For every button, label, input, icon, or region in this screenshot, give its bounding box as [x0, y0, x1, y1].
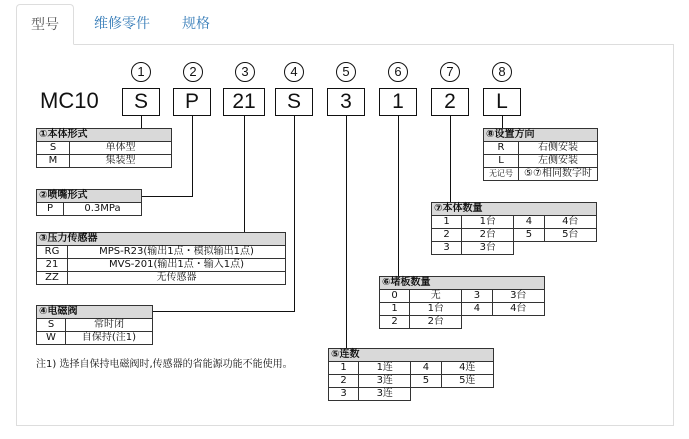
table-row: 3 3连	[329, 388, 494, 401]
connector-5	[346, 116, 347, 348]
table-title: ④电磁阀	[37, 306, 153, 319]
code-body-qty: 2	[431, 88, 469, 116]
table-row: 2 3连 5 5连	[329, 375, 494, 388]
footnote: 注1) 选择自保持电磁阀时,传感器的省能源功能不能使用。	[36, 359, 293, 370]
code-body-type: S	[122, 88, 160, 116]
table-row: 1 1台 4 4台	[380, 303, 545, 316]
table-nozzle	[36, 189, 142, 216]
table-blank-plates	[379, 276, 545, 329]
marker-4: 4	[284, 62, 304, 82]
table-title: ③压力传感器	[37, 233, 286, 246]
table-row: ZZ 无传感器	[37, 272, 286, 285]
connector-2	[192, 116, 193, 196]
tab-spare-parts[interactable]: 维修零件	[94, 16, 150, 32]
table-row: L 左侧安装	[484, 155, 598, 168]
table-title: ②喷嘴形式	[37, 190, 142, 203]
code-sensor: 21	[223, 88, 265, 116]
marker-7: 7	[440, 62, 460, 82]
marker-8: 8	[492, 62, 512, 82]
table-title: ⑤连数	[329, 349, 494, 362]
table-body-type	[36, 128, 172, 168]
table-row: 2 2台 5 5台	[432, 229, 597, 242]
connector-6	[398, 116, 399, 276]
code-nozzle: P	[173, 88, 211, 116]
code-plates: 1	[379, 88, 417, 116]
table-row: 2 2台	[380, 316, 545, 329]
connector-8	[502, 116, 503, 128]
tab-specifications[interactable]: 规格	[182, 16, 210, 32]
table-body-quantity	[431, 202, 597, 255]
marker-3: 3	[235, 62, 255, 82]
marker-2: 2	[183, 62, 203, 82]
table-stations	[328, 348, 494, 401]
table-row: 1 1连 4 4连	[329, 362, 494, 375]
table-row: R 右侧安装	[484, 142, 598, 155]
table-title: ⑥堵板数量	[380, 277, 545, 290]
marker-1: 1	[131, 62, 151, 82]
marker-6: 6	[388, 62, 408, 82]
table-row: 无记号 ⑤⑦相同数字时	[484, 168, 598, 181]
tab-bar	[16, 0, 674, 45]
table-row: S 常时闭	[37, 319, 153, 332]
code-direction: L	[483, 88, 521, 116]
table-pressure-sensor	[36, 232, 286, 285]
code-stations: 3	[327, 88, 365, 116]
table-row: 3 3台	[432, 242, 597, 255]
marker-5: 5	[336, 62, 356, 82]
connector-4	[294, 116, 295, 311]
table-row: RG MPS-R23(输出1点・模拟输出1点)	[37, 246, 286, 259]
table-row: 0 无 3 3台	[380, 290, 545, 303]
tab-model[interactable]: 型号	[16, 4, 74, 45]
code-valve: S	[275, 88, 313, 116]
table-title: ⑦本体数量	[432, 203, 597, 216]
table-row: P 0.3MPa	[37, 203, 142, 216]
connector-1	[141, 116, 142, 128]
connector-3	[244, 116, 245, 232]
table-title: ⑧设置方向	[484, 129, 598, 142]
connector-7	[450, 116, 451, 202]
table-row: 1 1台 4 4台	[432, 216, 597, 229]
table-solenoid-valve	[36, 305, 153, 345]
table-row: W 自保持(注1)	[37, 332, 153, 345]
table-row: S 单体型	[37, 142, 172, 155]
table-mounting-direction	[483, 128, 598, 181]
connector-2-h	[142, 196, 193, 197]
model-prefix: MC10	[40, 88, 99, 113]
table-row: 21 MVS-201(输出1点・输入1点)	[37, 259, 286, 272]
table-title: ①本体形式	[37, 129, 172, 142]
table-row: M 集装型	[37, 155, 172, 168]
connector-4-h	[153, 311, 295, 312]
